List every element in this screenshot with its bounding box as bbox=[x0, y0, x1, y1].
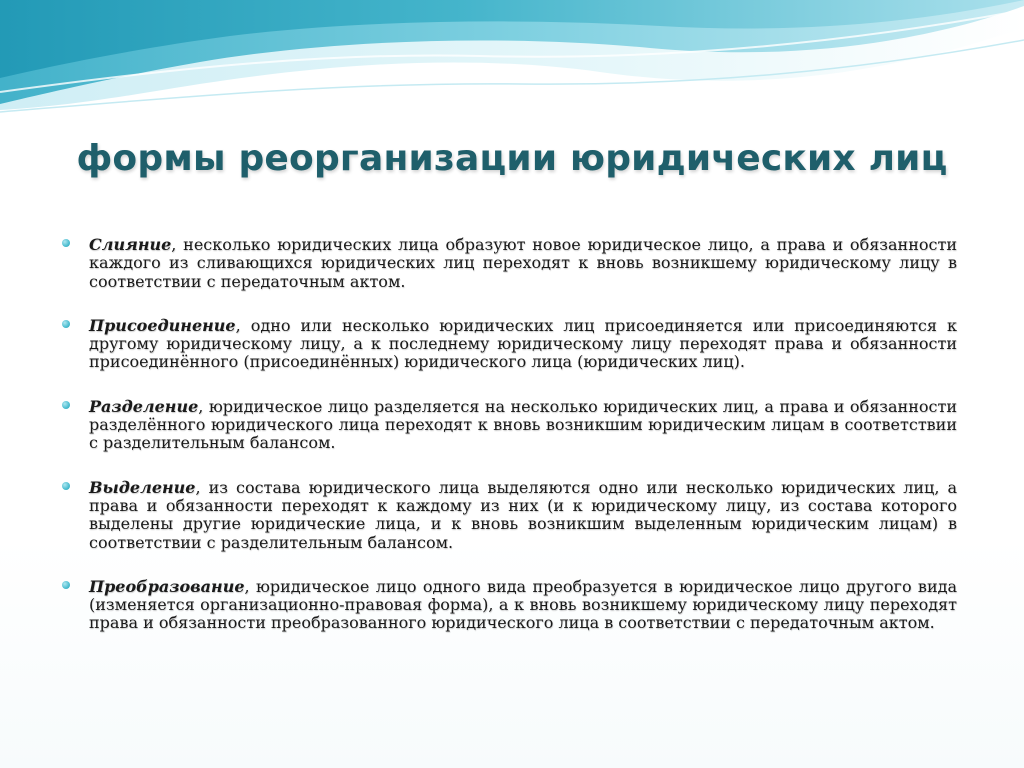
item-text: , юридическое лицо одного вида преобразуется в юридическое лицо другого вида (изменяется организационно-правовая форма), а к вновь возникшему юридическому лицу переходят права и обязанности преобразованного юридического лица в соответствии с передаточным актом. bbox=[89, 576, 957, 633]
list-item-accession bbox=[62, 317, 957, 372]
content-list bbox=[62, 236, 957, 659]
item-term: Присоединение bbox=[89, 315, 236, 335]
item-text: , из состава юридического лица выделяются одно или несколько юридических лиц, а права и обязанности переходят к каждому из них (и к юридическому лицу, из состава которого выделены другие юридические лица, и к вновь возникшим выделенным юридическим лицам) в соответствии с разделительным балансом. bbox=[89, 477, 957, 552]
header-wave-decoration bbox=[0, 0, 1024, 140]
list-item-division bbox=[62, 398, 957, 453]
list-item-transformation bbox=[62, 578, 957, 633]
bullet-icon bbox=[62, 482, 70, 490]
list-item-separation bbox=[62, 479, 957, 552]
bullet-icon bbox=[62, 320, 70, 328]
bullet-icon bbox=[62, 401, 70, 409]
list-item-merger bbox=[62, 236, 957, 291]
item-text: , несколько юридических лица образуют новое юридическое лицо, а права и обязанности каждого из сливающихся юридических лиц переходят к вновь возникшему юридическому лицу в соответствии с передаточным актом. bbox=[89, 235, 957, 291]
bullet-icon bbox=[62, 581, 70, 589]
item-term: Преобразование bbox=[89, 576, 245, 596]
item-term: Слияние bbox=[89, 235, 172, 254]
item-term: Выделение bbox=[89, 477, 196, 497]
slide-title: формы реорганизации юридических лиц bbox=[76, 138, 948, 179]
bullet-icon bbox=[62, 239, 70, 247]
item-term: Разделение bbox=[89, 396, 199, 416]
item-text: , юридическое лицо разделяется на несколько юридических лиц, а права и обязанности разделённого юридического лица переходят к вновь возникшим юридическим лицам в соответствии с разделительным балансом. bbox=[89, 396, 957, 453]
item-text: , одно или несколько юридических лиц присоединяется или присоединяются к другому юридическому лицу, а к последнему юридическому лицу переходят права и обязанности присоединённого (присоединённых) юридического лица (юридических лиц). bbox=[89, 315, 957, 372]
